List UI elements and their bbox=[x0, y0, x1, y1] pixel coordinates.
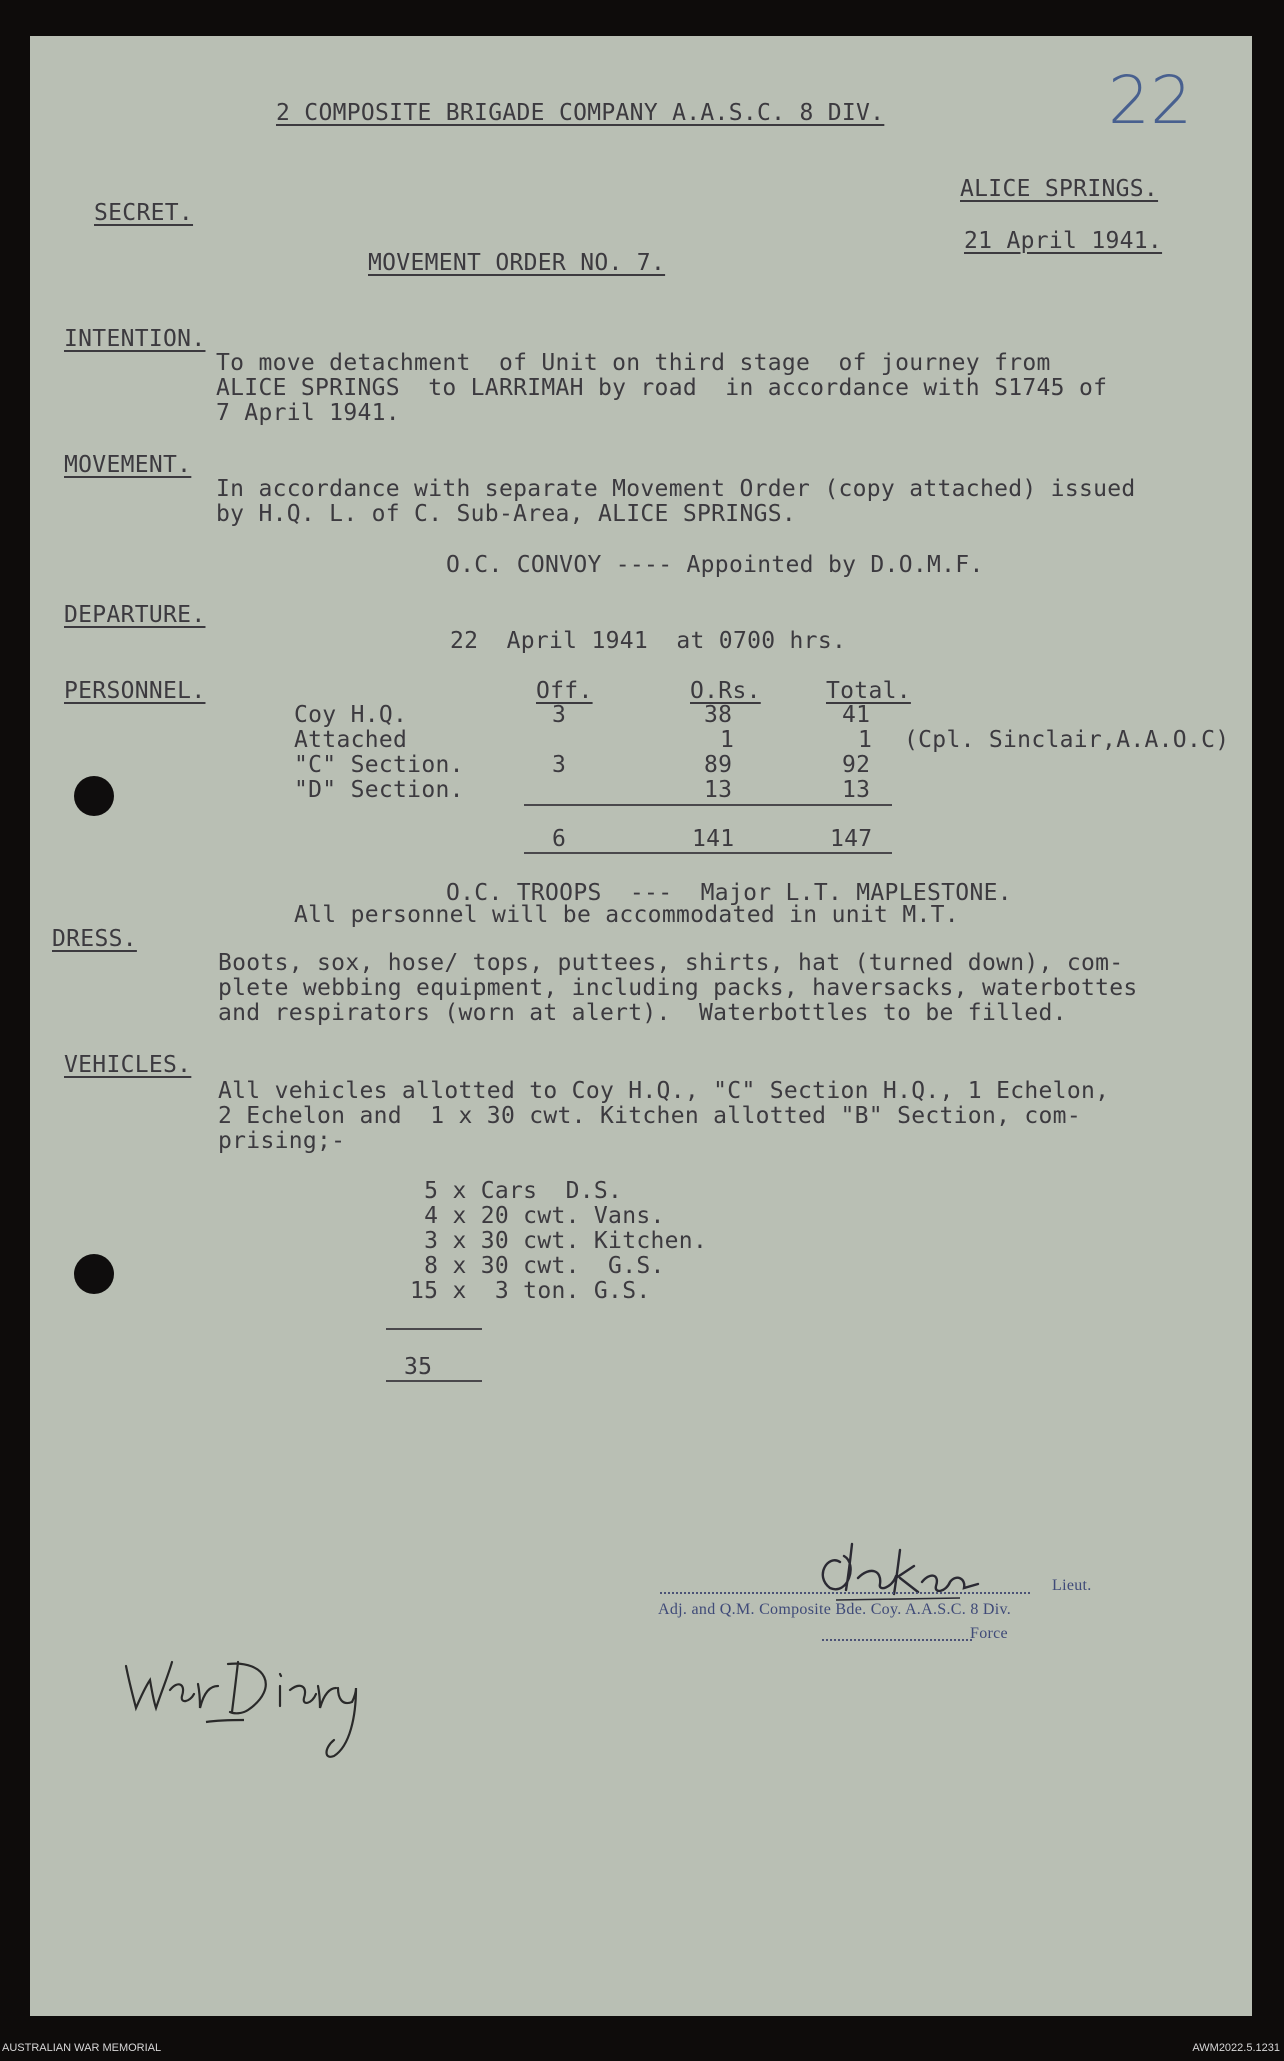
personnel-header-total: Total. bbox=[826, 678, 911, 704]
personnel-row-total: 41 bbox=[842, 702, 871, 728]
personnel-row-ors: 38 bbox=[704, 702, 733, 728]
movement-line: by H.Q. L. of C. Sub-Area, ALICE SPRINGS. bbox=[216, 501, 797, 527]
subtotal-rule bbox=[524, 804, 892, 806]
place: ALICE SPRINGS. bbox=[960, 176, 1159, 202]
personnel-total-off: 6 bbox=[552, 826, 567, 852]
personnel-total-ors: 141 bbox=[692, 826, 735, 852]
vehicles-total-rule bbox=[386, 1380, 482, 1382]
vehicle-item: 15 x 3 ton. G.S. bbox=[410, 1278, 651, 1304]
signature-appointment: Adj. and Q.M. Composite Bde. Coy. A.A.S.C. 8 Div. bbox=[658, 1601, 1012, 1618]
punch-hole bbox=[74, 1254, 114, 1294]
personnel-row-total: 13 bbox=[842, 777, 871, 803]
vehicles-label: VEHICLES. bbox=[64, 1052, 192, 1078]
personnel-row-name: Attached bbox=[294, 727, 408, 753]
intention-line: 7 April 1941. bbox=[216, 400, 400, 426]
signature-dotted-line bbox=[660, 1592, 1030, 1594]
intention-line: ALICE SPRINGS to LARRIMAH by road in accordance with S1745 of bbox=[216, 375, 1108, 401]
signature-rank: Lieut. bbox=[1052, 1577, 1092, 1594]
departure-label: DEPARTURE. bbox=[64, 602, 206, 628]
page-number: 22 bbox=[1108, 62, 1193, 139]
personnel-header-ors: O.Rs. bbox=[690, 678, 761, 704]
personnel-row-name: Coy H.Q. bbox=[294, 702, 408, 728]
personnel-row-off: 3 bbox=[552, 752, 567, 778]
vehicle-item: 5 x Cars D.S. bbox=[410, 1178, 623, 1204]
total-rule bbox=[524, 852, 892, 854]
movement-line: In accordance with separate Movement Order (copy attached) issued bbox=[216, 476, 1136, 502]
dress-line: plete webbing equipment, including packs, haversacks, waterbottes bbox=[218, 975, 1138, 1001]
departure-time: 22 April 1941 at 0700 hrs. bbox=[450, 628, 847, 654]
personnel-row-total: 92 bbox=[842, 752, 871, 778]
personnel-row-total: 1 bbox=[858, 727, 873, 753]
personnel-row-note: (Cpl. Sinclair,A.A.O.C) bbox=[904, 727, 1230, 753]
classification: SECRET. bbox=[94, 200, 194, 226]
personnel-row-off: 3 bbox=[552, 702, 567, 728]
force-dotted-line bbox=[822, 1639, 972, 1641]
personnel-row-ors: 89 bbox=[704, 752, 733, 778]
intention-line: To move detachment of Unit on third stage of journey from bbox=[216, 350, 1051, 376]
personnel-row-ors: 13 bbox=[704, 777, 733, 803]
personnel-row-name: "D" Section. bbox=[294, 777, 464, 803]
intention-label: INTENTION. bbox=[64, 326, 206, 352]
document-heading: 2 COMPOSITE BRIGADE COMPANY A.A.S.C. 8 DIV. bbox=[276, 100, 885, 126]
date: 21 April 1941. bbox=[964, 228, 1163, 254]
movement-label: MOVEMENT. bbox=[64, 452, 192, 478]
personnel-header-off: Off. bbox=[536, 678, 593, 704]
footer-accession: AWM2022.5.1231 bbox=[1192, 2042, 1280, 2054]
vehicles-line: All vehicles allotted to Coy H.Q., "C" Section H.Q., 1 Echelon, bbox=[218, 1078, 1110, 1104]
personnel-total-total: 147 bbox=[830, 826, 873, 852]
oc-troops-line: O.C. TROOPS --- Major L.T. MAPLESTONE. bbox=[446, 880, 1012, 906]
accommodation-line: All personnel will be accommodated in unit M.T. bbox=[294, 902, 959, 928]
vehicle-item: 4 x 20 cwt. Vans. bbox=[410, 1203, 665, 1229]
personnel-row-ors: 1 bbox=[720, 727, 735, 753]
punch-hole bbox=[74, 776, 114, 816]
personnel-row-name: "C" Section. bbox=[294, 752, 464, 778]
vehicles-subtotal-rule bbox=[386, 1328, 482, 1330]
signature-force: Force bbox=[970, 1625, 1008, 1642]
footer-source: AUSTRALIAN WAR MEMORIAL bbox=[2, 2042, 162, 2054]
dress-label: DRESS. bbox=[52, 926, 137, 952]
document-page bbox=[30, 36, 1252, 2016]
dress-line: Boots, sox, hose/ tops, puttees, shirts, hat (turned down), com- bbox=[218, 950, 1124, 976]
vehicles-line: 2 Echelon and 1 x 30 cwt. Kitchen allotted "B" Section, com- bbox=[218, 1103, 1081, 1129]
document-title: MOVEMENT ORDER NO. 7. bbox=[368, 250, 666, 276]
vehicles-line: prising;- bbox=[218, 1128, 346, 1154]
war-diary-annotation bbox=[120, 1636, 400, 1776]
dress-line: and respirators (worn at alert). Waterbottles to be filled. bbox=[218, 1000, 1067, 1026]
convoy-line: O.C. CONVOY ---- Appointed by D.O.M.F. bbox=[446, 552, 984, 578]
vehicle-item: 8 x 30 cwt. G.S. bbox=[410, 1253, 665, 1279]
vehicle-item: 3 x 30 cwt. Kitchen. bbox=[410, 1228, 708, 1254]
vehicles-total: 35 bbox=[404, 1354, 433, 1380]
personnel-label: PERSONNEL. bbox=[64, 678, 206, 704]
